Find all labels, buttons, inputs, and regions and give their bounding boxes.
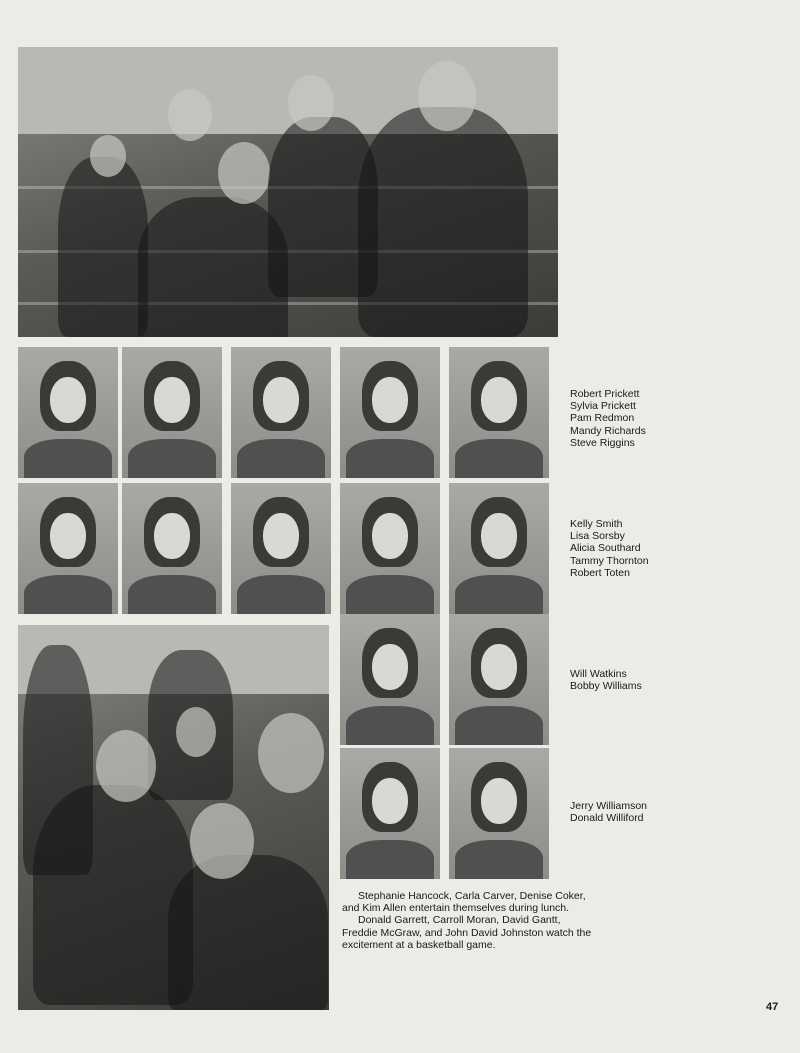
student-head [258, 713, 324, 793]
portrait-donald-williford [449, 748, 549, 879]
student-name: Alicia Southard [570, 542, 641, 555]
student-name: Mandy Richards [570, 424, 646, 437]
student-head [90, 135, 126, 177]
student-head [176, 707, 216, 757]
page-number: 47 [766, 1001, 779, 1013]
portrait-tammy-thornton [340, 483, 440, 614]
student-name: Steve Riggins [570, 436, 635, 449]
student-name: Sylvia Prickett [570, 400, 636, 413]
student-name: Donald Williford [570, 812, 644, 825]
student-figure [138, 197, 288, 337]
portrait-kelly-smith [18, 483, 118, 614]
portrait-bobby-williams [449, 614, 549, 745]
portrait-steve-riggins [449, 347, 549, 478]
student-name: Will Watkins [570, 668, 627, 680]
portrait-robert-prickett [18, 347, 118, 478]
student-head [168, 89, 212, 141]
student-figure [358, 107, 528, 337]
name-list-row-4 [570, 800, 647, 824]
top-candid-photo [18, 47, 558, 337]
student-figure [58, 157, 148, 337]
portrait-mandy-richards [340, 347, 440, 478]
caption-paragraph: Donald Garrett, Carroll Moran, David Gantt, Freddie McGraw, and John David Johnston watch the excitement at a basketball game. [342, 914, 592, 951]
student-name: Lisa Sorsby [570, 530, 625, 543]
student-head [96, 730, 156, 802]
student-name: Robert Toten [570, 566, 630, 579]
portrait-jerry-williamson [340, 748, 440, 879]
student-name: Pam Redmon [570, 412, 635, 425]
name-list-row-1 [570, 388, 646, 449]
portrait-lisa-sorsby [122, 483, 222, 614]
student-name: Tammy Thornton [570, 554, 649, 567]
bottom-candid-photo [18, 625, 329, 1010]
portrait-pam-redmon [231, 347, 331, 478]
portrait-alicia-southard [231, 483, 331, 614]
student-name: Bobby Williams [570, 680, 642, 693]
student-head [190, 803, 254, 879]
caption-paragraph: Stephanie Hancock, Carla Carver, Denise Coker, and Kim Allen entertain themselves during lunch. [342, 890, 586, 915]
student-head [288, 75, 334, 131]
student-name: Kelly Smith [570, 518, 623, 530]
student-name: Jerry Williamson [570, 800, 648, 812]
photo-caption [342, 890, 592, 951]
portrait-will-watkins [340, 614, 440, 745]
name-list-row-2 [570, 518, 649, 579]
name-list-row-3 [570, 668, 642, 692]
portrait-robert-toten [449, 483, 549, 614]
student-figure [168, 855, 328, 1010]
student-name: Robert Prickett [570, 388, 640, 400]
student-head [218, 142, 270, 204]
student-head [418, 61, 476, 131]
portrait-sylvia-prickett [122, 347, 222, 478]
